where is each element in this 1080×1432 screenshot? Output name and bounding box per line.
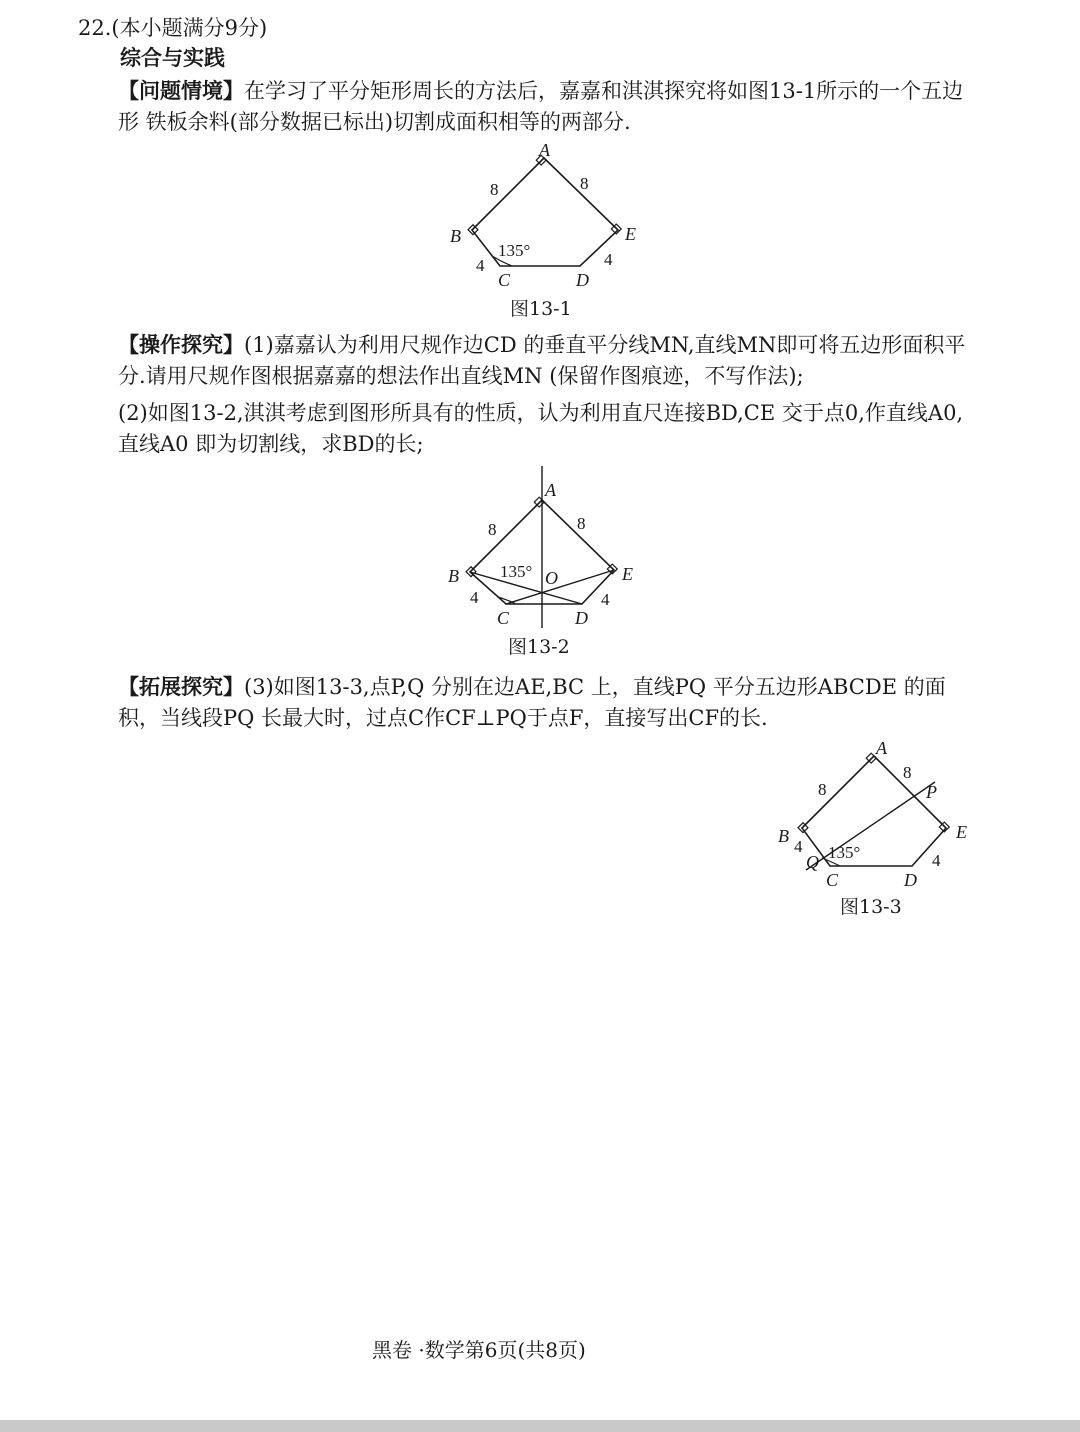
label-b2: B bbox=[448, 566, 459, 586]
length-de2: 4 bbox=[601, 590, 610, 609]
problem-situation-paragraph bbox=[118, 76, 978, 138]
pentagon-1 bbox=[472, 158, 618, 266]
label-d3: D bbox=[904, 870, 917, 890]
length-bc3: 4 bbox=[794, 837, 803, 856]
label-q: Q bbox=[806, 852, 819, 872]
problem-situation-text: 在学习了平分矩形周长的方法后，嘉嘉和淇淇探究将如图13-1所示的一个五边形 铁板余料(部分数据已标出)切割成面积相等的两部分. bbox=[118, 79, 964, 134]
label-c: C bbox=[498, 270, 511, 290]
operation-paragraph bbox=[118, 330, 978, 392]
length-bc2: 4 bbox=[470, 588, 479, 607]
question-number: 22.(本小题满分9分) bbox=[78, 16, 268, 40]
extension-paragraph bbox=[118, 672, 978, 734]
extension-text: (3)如图13-3,点P,Q 分别在边AE,BC 上，直线PQ 平分五边形ABCDE 的面积，当线段PQ 长最大时，过点C作CF⊥PQ于点F，直接写出CF的长. bbox=[118, 675, 946, 730]
figure-13-1-caption: 图13-1 bbox=[510, 298, 572, 320]
length-ab2: 8 bbox=[488, 520, 497, 539]
figure-13-3 bbox=[770, 736, 980, 892]
operation-tag: 【操作探究】 bbox=[118, 333, 244, 357]
figure-13-1 bbox=[440, 140, 650, 296]
length-ae: 8 bbox=[580, 174, 589, 193]
label-c3: C bbox=[826, 870, 839, 890]
label-b3: B bbox=[778, 826, 789, 846]
length-ae2: 8 bbox=[577, 514, 586, 533]
problem-situation-tag: 【问题情境】 bbox=[118, 79, 244, 103]
label-e3: E bbox=[956, 822, 967, 842]
figure-13-2 bbox=[440, 462, 650, 632]
label-e: E bbox=[625, 224, 636, 244]
figure-13-2-caption: 图13-2 bbox=[508, 636, 570, 658]
label-a2: A bbox=[545, 480, 556, 500]
label-c2: C bbox=[497, 608, 510, 628]
label-d: D bbox=[576, 270, 589, 290]
pentagon-3 bbox=[802, 756, 946, 866]
length-ab3: 8 bbox=[818, 780, 827, 799]
bottom-bar bbox=[0, 1420, 1080, 1432]
length-de3: 4 bbox=[932, 851, 941, 870]
operation-part2-paragraph: (2)如图13-2,淇淇考虑到图形所具有的性质，认为利用直尺连接BD,CE 交于点0,作直线A0,直线A0 即为切割线，求BD的长; bbox=[118, 401, 964, 456]
length-ab: 8 bbox=[490, 180, 499, 199]
operation-part1: (1)嘉嘉认为利用尺规作边CD 的垂直平分线MN,直线MN即可将五边形面积平分.请用尺规作图根据嘉嘉的想法作出直线MN (保留作图痕迹，不写作法); bbox=[118, 333, 966, 388]
figure-13-3-caption: 图13-3 bbox=[840, 896, 902, 918]
angle-arc-c2-icon bbox=[498, 597, 516, 604]
section-title: 综合与实践 bbox=[120, 46, 225, 70]
label-e2: E bbox=[622, 564, 633, 584]
angle-label2: 135° bbox=[500, 562, 533, 581]
label-d2: D bbox=[575, 608, 588, 628]
label-o: O bbox=[545, 568, 558, 588]
label-b: B bbox=[450, 226, 461, 246]
label-a3: A bbox=[876, 738, 887, 758]
extension-tag: 【拓展探究】 bbox=[118, 675, 244, 699]
label-p: P bbox=[926, 782, 937, 802]
length-bc: 4 bbox=[476, 256, 485, 275]
page-footer: 黑卷 ·数学第6页(共8页) bbox=[372, 1338, 586, 1362]
angle-label: 135° bbox=[498, 241, 531, 260]
length-ae3: 8 bbox=[903, 763, 912, 782]
length-de: 4 bbox=[604, 250, 613, 269]
angle-label3: 135° bbox=[828, 843, 861, 862]
label-a: A bbox=[539, 140, 550, 160]
